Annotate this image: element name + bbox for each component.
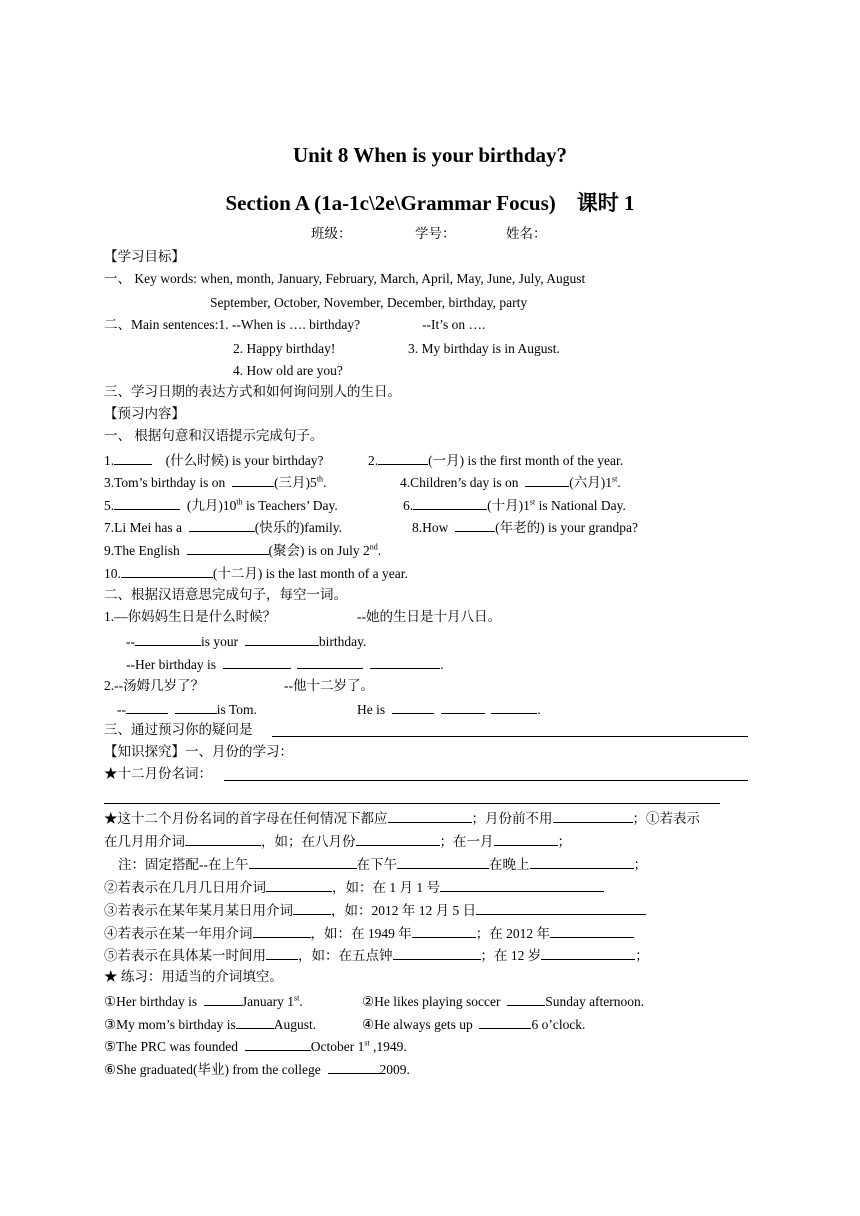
question-2: 2.--汤姆几岁了？ — [104, 678, 205, 693]
question-2-blank-a: -- is Tom. — [117, 702, 257, 717]
goals-three: 三、学习日期的表达方式和如何询问别人的生日。 — [104, 384, 401, 399]
item-10: 10. (十二月) is the last month of a year. — [104, 566, 408, 581]
practice-heading: ★ 练习：用适当的介词填空。 — [104, 969, 283, 984]
rule-row-1: ★这十二个月份名词的首字母在任何情况下都应 ；月份前不用 ；①若表示 — [104, 811, 700, 826]
rule-row-5: ③若表示在某年某月某日用介词 ，如：2012 年 12 月 5 日 — [104, 902, 646, 919]
item-9: 9.The English (聚会) is on July 2nd. — [104, 542, 382, 558]
preview-part2-heading: 二、根据汉语意思完成句子，每空一词。 — [104, 587, 347, 602]
months-answer-line-2 — [104, 803, 720, 804]
item-8: 8.How (年老的) is your grandpa? — [412, 520, 638, 535]
question-1-answer: --她的生日是十月八日。 — [357, 609, 501, 624]
name-label: 姓名： — [506, 226, 547, 241]
practice-3: ③My mom’s birthday is August. — [104, 1017, 317, 1032]
explore-heading: 【知识探究】一、月份的学习： — [104, 744, 293, 759]
class-label: 班级： — [311, 226, 352, 241]
question-1: 1.—你妈妈生日是什么时候？ — [104, 609, 277, 624]
practice-6: ⑥She graduated(毕业) from the college 2009. — [104, 1062, 410, 1077]
preview-part3: 三、通过预习你的疑问是 — [104, 722, 253, 737]
practice-4: ④He always gets up 6 o’clock. — [362, 1017, 586, 1032]
page-subtitle: Section A (1a-1c\2e\Grammar Focus) 课时 1 — [225, 191, 635, 215]
preview-part1-heading: 一、 根据句意和汉语提示完成句子。 — [104, 428, 324, 443]
preview-heading: 【预习内容】 — [104, 406, 185, 421]
goals-keywords-2: September, October, November, December, birthday, party — [210, 295, 528, 310]
main-sentence-4: 4. How old are you? — [233, 363, 343, 378]
goals-keywords-1: 一、 Key words: when, month, January, February, March, April, May, June, July, August — [104, 271, 586, 286]
item-6: 6. (十月)1st is National Day. — [403, 497, 626, 513]
item-3: 3.Tom’s birthday is on (三月)5th. — [104, 474, 327, 490]
item-7: 7.Li Mei has a (快乐的)family. — [104, 520, 342, 535]
question-answer-line — [272, 736, 748, 737]
question-2-answer: --他十二岁了。 — [284, 678, 374, 693]
item-2: 2. (一月) is the first month of the year. — [368, 453, 624, 468]
rule-row-3: 注：固定搭配--在上午 在下午 在晚上 ； — [118, 857, 647, 872]
months-label: ★十二月份名词： — [104, 766, 212, 781]
practice-5: ⑤The PRC was founded October 1st ,1949. — [104, 1038, 407, 1054]
rule-row-7: ⑤若表示在具体某一时间用 ，如：在五点钟 ；在 12 岁 ； — [104, 948, 649, 963]
goals-heading: 【学习目标】 — [104, 249, 185, 264]
item-5: 5. (九月)10th is Teachers’ Day. — [104, 497, 338, 513]
question-1-blank-b: --Her birthday is . — [126, 657, 444, 672]
rule-row-2: 在几月用介词 ，如；在八月份 ；在一月 ； — [104, 834, 571, 849]
question-1-blank-a: -- is your birthday. — [126, 634, 367, 649]
practice-1: ①Her birthday is January 1st. — [104, 993, 303, 1009]
question-2-blank-b: He is . — [357, 702, 541, 717]
main-sentence-1: 二、Main sentences:1. --When is …. birthday? — [104, 317, 361, 332]
main-sentence-3: 3. My birthday is in August. — [408, 341, 560, 356]
student-id-label: 学号： — [415, 226, 456, 241]
main-sentence-2: 2. Happy birthday! — [233, 341, 336, 356]
item-1: 1. (什么时候) is your birthday? — [104, 453, 324, 468]
main-sentence-1-answer: --It’s on …. — [422, 317, 486, 332]
item-4: 4.Children’s day is on (六月)1st. — [400, 474, 621, 490]
rule-row-4: ②若表示在几月几日用介词 ，如：在 1 月 1 号 — [104, 879, 604, 896]
rule-row-6: ④若表示在某一年用介词 ，如：在 1949 年 ；在 2012 年 — [104, 925, 634, 942]
practice-2: ②He likes playing soccer Sunday afternoon. — [362, 994, 645, 1009]
page-title: Unit 8 When is your birthday? — [292, 143, 568, 167]
months-answer-line-1 — [224, 780, 748, 781]
